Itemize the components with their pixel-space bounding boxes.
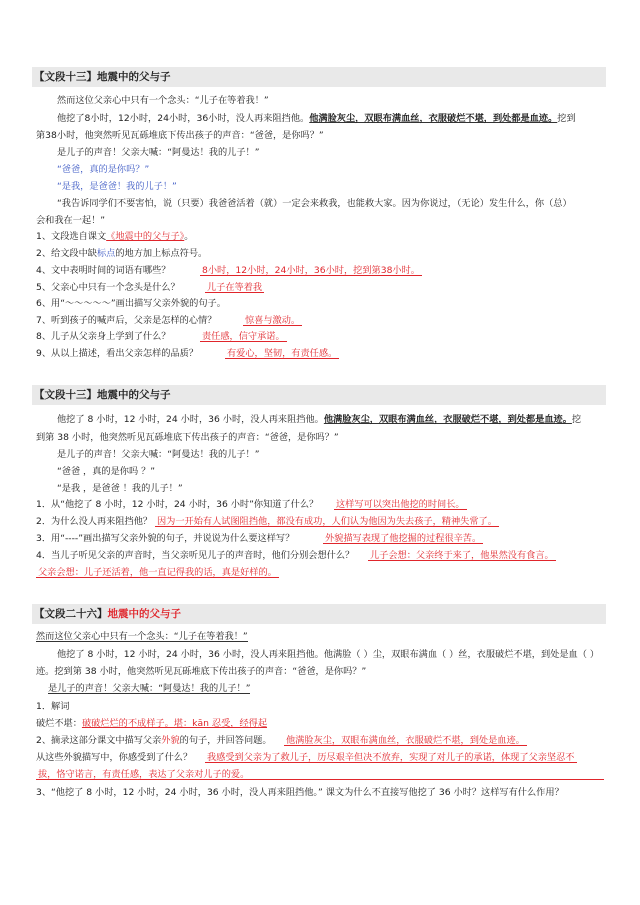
s1-question-7: 7、听到孩子的喊声后，父亲是怎样的心情？ (36, 315, 217, 326)
s1-paragraph-1: 然而这位父亲心中只有一个念头：“儿子在等着我！” (57, 95, 269, 106)
s3-word-1: 破烂不堪：破破烂烂的不成样子。堪：kān 忍受，经得起 (36, 718, 268, 729)
s1-question-4: 4、文中表明时间的词语有哪些？ (36, 265, 171, 276)
s1-question-1: 1、文段选自课文《地震中的父与子》。 (36, 231, 194, 242)
s1-question-8: 8、儿子从父亲身上学到了什么？ (36, 331, 171, 342)
s2-answer-3: 外貌描写表现了他挖掘的过程很辛苦。 (325, 533, 482, 544)
s3-question-1: 1．解词 (36, 701, 70, 712)
s1-paragraph-7: “我告诉同学们不要害怕，说（只要）我爸爸活着（就）一定会来救我，也能救大家。因为你说过，（无论）发生什么，你（总） (57, 198, 572, 209)
s1-paragraph-3: 第38小时，他突然听见瓦砾堆底下传出孩子的声音：“爸爸，是你吗？” (36, 130, 324, 141)
s2-paragraph-3: 是儿子的声音！父亲大喊：“阿曼达！我的儿子！” (57, 449, 260, 460)
s1-question-5: 5、父亲心中只有一个念头是什么？ (36, 282, 180, 293)
s1-question-2: 2、给文段中缺标点的地方加上标点符号。 (36, 248, 208, 259)
s2-question-2: 2．为什么没人再来阻挡他？ (36, 516, 153, 527)
s3-paragraph-4: 是儿子的声音！父亲大喊：“阿曼达！我的儿子！” (48, 683, 251, 694)
s2-paragraph-4: “爸爸 ，真的是你吗 ？” (57, 466, 156, 477)
s1-answer-4: 8小时，12小时，24小时，36小时，挖到第38小时。 (202, 265, 420, 276)
s3-paragraph-1: 然而这位父亲心中只有一个念头：“儿子在等着我！” (36, 631, 248, 642)
s2-answer-1: 这样写可以突出他挖的时间长。 (336, 499, 465, 510)
s2-question-4: 4．当儿子听见父亲的声音时，当父亲听见儿子的声音时，他们分别会想什么？ (36, 550, 355, 561)
s1-answer-8: 责任感，信守承诺。 (202, 331, 285, 342)
s3-paragraph-3: 迹。挖到第 38 小时，他突然听见瓦砾堆底下传出孩子的声音：“爸爸，是你吗？” (36, 666, 367, 677)
s2-paragraph-5: “是我 ，是爸爸 ！我的儿子！” (57, 483, 183, 494)
s2-answer-4a: 儿子会想：父亲终于来了，他果然没有食言。 (370, 550, 554, 561)
s2-question-1: 1．从“他挖了 8 小时，12 小时，24 小时，36 小时”你知道了什么？ (36, 499, 319, 510)
s3-paragraph-2: 他挖了 8 小时，12 小时，24 小时，36 小时，没人再来阻挡他。他满脸（ ）尘，双眼布满血（ ）丝，衣服破烂不堪，到处是血（ ） (57, 649, 600, 660)
s3-question-2-follow: 从这些外貌描写中，你感受到了什么？ (36, 752, 193, 763)
s3-question-3: 3、“他挖了 8 小时，12 小时，24 小时，36 小时，没人再来阻挡他。” 课文为什么不直接写他挖了 36 小时？这样写有什么作用？ (36, 787, 564, 798)
s2-answer-4b: 父亲会想：儿子还活着，他一直记得我的话，真是好样的。 (38, 567, 277, 578)
s2-question-3: 3．用“----”画出描写父亲外貌的句子，并说说为什么要这样写？ (36, 533, 295, 544)
s2-paragraph-2: 到第 38 小时，他突然听见瓦砾堆底下传出孩子的声音：“爸爸，是你吗？” (36, 432, 339, 443)
s1-paragraph-6: “是我，是爸爸！我的儿子！” (57, 181, 177, 192)
s3-question-2: 2、摘录这部分课文中描写父亲外貌的句子，并回答问题。 (36, 735, 272, 746)
s2-answer-2: 因为一开始有人试图阻挡他，都没有成功，人们认为他因为失去孩子，精神失常了。 (157, 516, 497, 527)
s1-question-9: 9、从以上描述，看出父亲怎样的品质？ (36, 348, 199, 359)
s1-paragraph-2: 他挖了8小时，12小时，24小时，36小时，没人再来阻挡他。他满脸灰尘，双眼布满血丝，衣服破烂不堪，到处都是血迹。挖到 (57, 113, 576, 124)
s1-paragraph-5: “爸爸，真的是你吗？” (57, 164, 150, 175)
s1-paragraph-4: 是儿子的声音！父亲大喊：“阿曼达！我的儿子！” (57, 147, 260, 158)
s3-answer-2b-line2: 拔，恪守诺言，有责任感，表达了父亲对儿子的爱。 (36, 770, 604, 780)
s3-answer-2b-line1: 我感受到父亲为了救儿子，历尽艰辛但决不放弃，实现了对儿子的承诺，体现了父亲坚忍不 (207, 752, 575, 763)
s1-answer-9: 有爱心，坚韧，有责任感。 (227, 348, 338, 359)
section-3-title: 【文段二十六】地震中的父与子 (32, 604, 606, 624)
s1-paragraph-8: 会和我在一起！” (36, 215, 106, 226)
s3-answer-2: 他满脸灰尘，双眼布满血丝，衣服破烂不堪，到处是血迹。 (286, 735, 525, 746)
s1-question-6: 6、用“～～～～～”画出描写父亲外貌的句子。 (36, 298, 226, 309)
s1-answer-7: 惊喜与激动。 (245, 315, 301, 326)
section-1-title: 【文段十三】地震中的父与子 (32, 67, 606, 87)
s2-paragraph-1: 他挖了 8 小时，12 小时，24 小时，36 小时，没人再来阻挡他。他满脸灰尘，双眼布满血丝，衣服破烂不堪，到处都是血迹。挖 (57, 414, 582, 425)
section-2-title: 【文段十三】地震中的父与子 (32, 385, 606, 405)
s1-answer-5: 儿子在等着我 (207, 282, 263, 293)
